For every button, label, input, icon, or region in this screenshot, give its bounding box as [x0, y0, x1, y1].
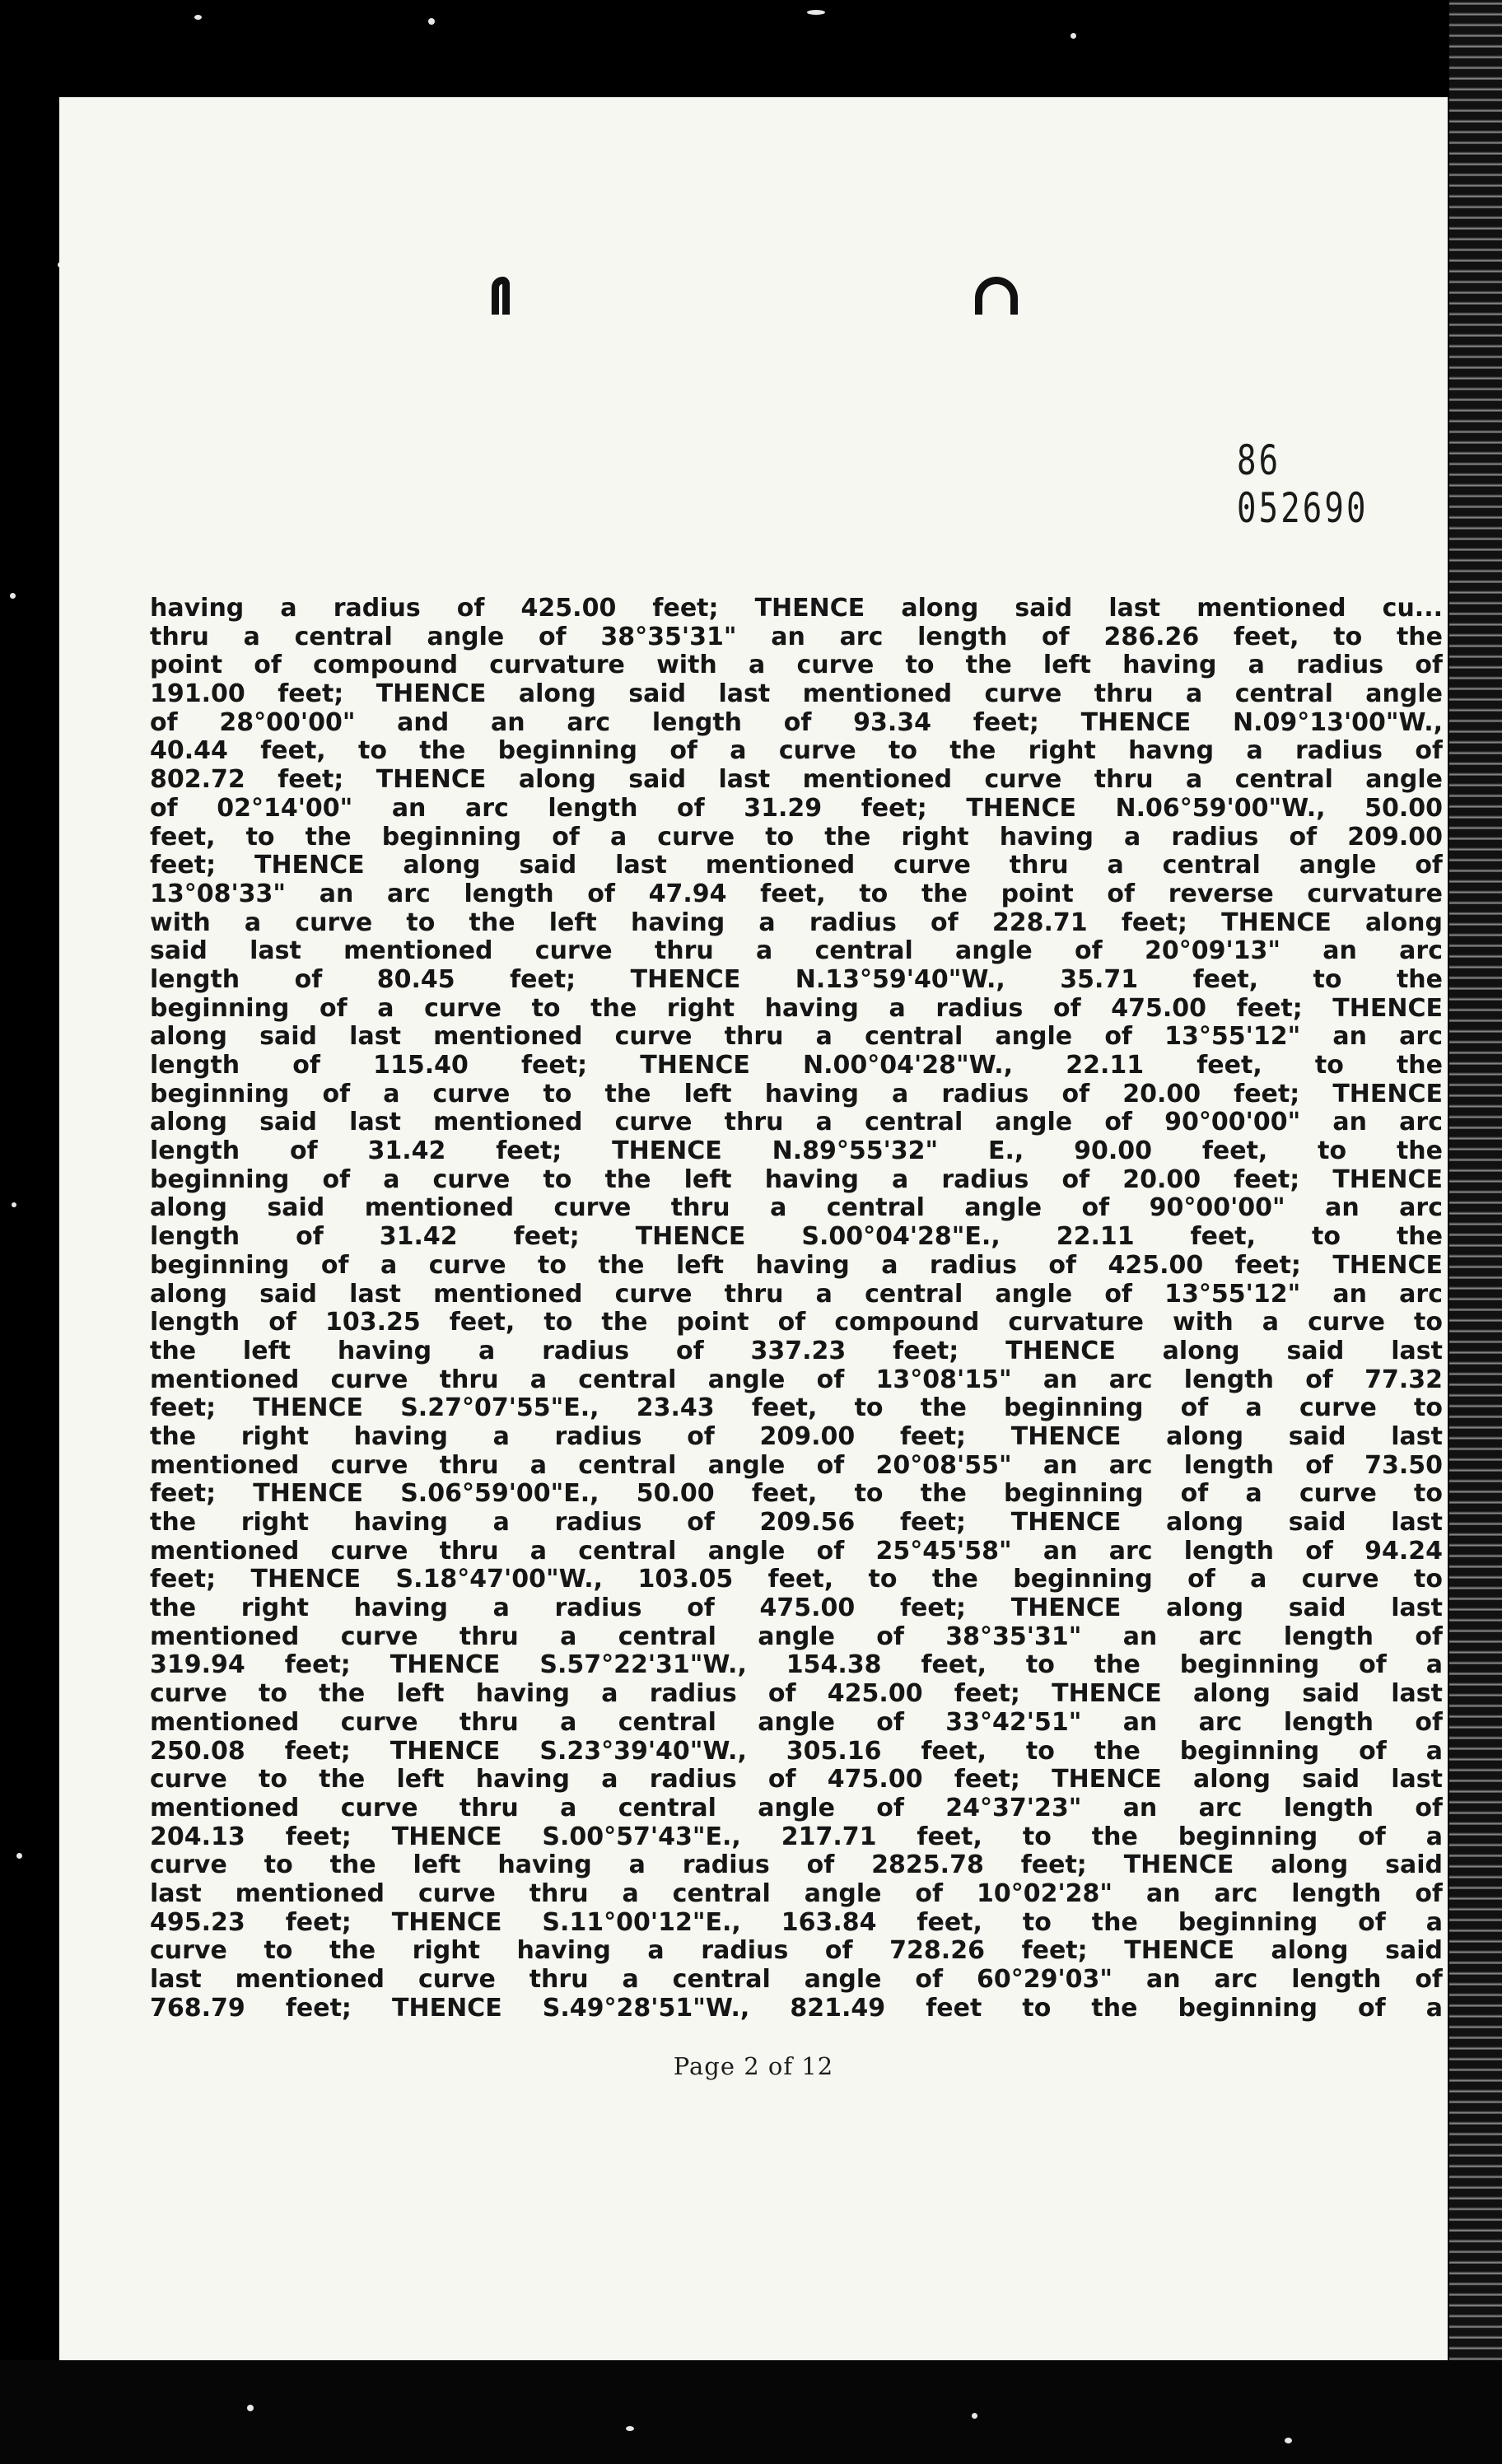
scan-speck — [16, 1853, 22, 1859]
text-line: last mentioned curve thru a central angle of 60°29'03" an arc length of — [150, 1966, 1443, 1994]
legal-description-body — [150, 595, 1443, 2023]
text-line: along said last mentioned curve thru a central angle of 90°00'00" an arc — [150, 1108, 1443, 1137]
text-line: length of 103.25 feet, to the point of compound curvature with a curve to — [150, 1309, 1443, 1337]
text-line: curve to the left having a radius of 425.00 feet; THENCE along said last — [150, 1680, 1443, 1709]
text-line: 768.79 feet; THENCE S.49°28'51"W., 821.49 feet to the beginning of a — [150, 1994, 1443, 2023]
text-line: 204.13 feet; THENCE S.00°57'43"E., 217.71 feet, to the beginning of a — [150, 1822, 1443, 1851]
text-line: beginning of a curve to the left having a radius of 425.00 feet; THENCE — [150, 1251, 1443, 1280]
text-line: the left having a radius of 337.23 feet; THENCE along said last — [150, 1337, 1443, 1365]
text-line: mentioned curve thru a central angle of 25°45'58" an arc length of 94.24 — [150, 1537, 1443, 1566]
scan-bottom-band — [0, 2360, 1502, 2464]
punch-mark-right — [975, 277, 1018, 315]
text-line: curve to the right having a radius of 728.26 feet; THENCE along said — [150, 1937, 1443, 1966]
text-line: mentioned curve thru a central angle of 33°42'51" an arc length of — [150, 1708, 1443, 1737]
text-line: 319.94 feet; THENCE S.57°22'31"W., 154.38 feet, to the beginning of a — [150, 1651, 1443, 1680]
scan-speck — [10, 593, 16, 599]
text-line: 802.72 feet; THENCE along said last mentioned curve thru a central angle — [150, 766, 1443, 795]
text-line: the right having a radius of 209.00 feet; THENCE along said last — [150, 1422, 1443, 1451]
text-line: along said mentioned curve thru a central angle of 90°00'00" an arc — [150, 1194, 1443, 1223]
text-line: feet; THENCE S.18°47'00"W., 103.05 feet, to the beginning of a curve to — [150, 1566, 1443, 1594]
text-line: mentioned curve thru a central angle of 13°08'15" an arc length of 77.32 — [150, 1365, 1443, 1394]
scan-speck — [247, 2405, 254, 2411]
scan-speck — [194, 15, 202, 20]
text-line: mentioned curve thru a central angle of 20°08'55" an arc length of 73.50 — [150, 1451, 1443, 1480]
text-line: point of compound curvature with a curve to the left having a radius of — [150, 651, 1443, 680]
text-line: along said last mentioned curve thru a central angle of 13°55'12" an arc — [150, 1280, 1443, 1309]
text-line: feet; THENCE S.27°07'55"E., 23.43 feet, to the beginning of a curve to — [150, 1394, 1443, 1423]
text-line: said last mentioned curve thru a central angle of 20°09'13" an arc — [150, 937, 1443, 966]
text-line: of 28°00'00" and an arc length of 93.34 feet; THENCE N.09°13'00"W., — [150, 708, 1443, 737]
text-line: the right having a radius of 209.56 feet; THENCE along said last — [150, 1509, 1443, 1537]
text-line: having a radius of 425.00 feet; THENCE along said last mentioned cu... — [150, 595, 1443, 623]
document-number: 86 052690 — [1237, 436, 1369, 532]
text-line: 250.08 feet; THENCE S.23°39'40"W., 305.16 feet, to the beginning of a — [150, 1737, 1443, 1766]
text-line: mentioned curve thru a central angle of 24°37'23" an arc length of — [150, 1794, 1443, 1822]
scan-speck — [428, 18, 435, 25]
text-line: feet; THENCE S.06°59'00"E., 50.00 feet, to the beginning of a curve to — [150, 1480, 1443, 1509]
text-line: length of 80.45 feet; THENCE N.13°59'40"W., 35.71 feet, to the — [150, 965, 1443, 994]
punch-mark-left — [492, 277, 510, 315]
text-line: length of 31.42 feet; THENCE S.00°04'28"E., 22.11 feet, to the — [150, 1223, 1443, 1252]
text-line: along said last mentioned curve thru a central angle of 13°55'12" an arc — [150, 1023, 1443, 1052]
text-line: of 02°14'00" an arc length of 31.29 feet; THENCE N.06°59'00"W., 50.00 — [150, 794, 1443, 823]
text-line: 191.00 feet; THENCE along said last mentioned curve thru a central angle — [150, 680, 1443, 709]
text-line: the right having a radius of 475.00 feet; THENCE along said last — [150, 1594, 1443, 1623]
text-line: beginning of a curve to the left having a radius of 20.00 feet; THENCE — [150, 1080, 1443, 1108]
text-line: feet; THENCE along said last mentioned curve thru a central angle of — [150, 852, 1443, 880]
text-line: 13°08'33" an arc length of 47.94 feet, to the point of reverse curvature — [150, 880, 1443, 908]
text-line: curve to the left having a radius of 2825.78 feet; THENCE along said — [150, 1851, 1443, 1880]
text-line: 40.44 feet, to the beginning of a curve to the right havng a radius of — [150, 737, 1443, 766]
scan-speck — [972, 2413, 977, 2419]
text-line: with a curve to the left having a radius of 228.71 feet; THENCE along — [150, 908, 1443, 937]
scan-speck — [12, 1202, 16, 1207]
text-line: length of 31.42 feet; THENCE N.89°55'32" E., 90.00 feet, to the — [150, 1137, 1443, 1166]
text-line: beginning of a curve to the left having a radius of 20.00 feet; THENCE — [150, 1165, 1443, 1194]
scan-speck — [1071, 33, 1076, 39]
text-line: thru a central angle of 38°35'31" an arc length of 286.26 feet, to the — [150, 623, 1443, 651]
text-line: mentioned curve thru a central angle of 38°35'31" an arc length of — [150, 1622, 1443, 1651]
text-line: feet, to the beginning of a curve to the right having a radius of 209.00 — [150, 823, 1443, 852]
text-line: 495.23 feet; THENCE S.11°00'12"E., 163.84 feet, to the beginning of a — [150, 1908, 1443, 1937]
scan-edge-strip — [1449, 0, 1502, 2464]
text-line: length of 115.40 feet; THENCE N.00°04'28"W., 22.11 feet, to the — [150, 1052, 1443, 1080]
text-line: last mentioned curve thru a central angle of 10°02'28" an arc length of — [150, 1879, 1443, 1908]
text-line: curve to the left having a radius of 475.00 feet; THENCE along said last — [150, 1766, 1443, 1794]
scan-speck — [626, 2426, 634, 2431]
document-sheet — [59, 97, 1448, 2360]
page-number: Page 2 of 12 — [673, 2052, 834, 2080]
scan-speck — [807, 10, 825, 15]
text-line: beginning of a curve to the right having a radius of 475.00 feet; THENCE — [150, 994, 1443, 1023]
scan-speck — [1285, 2438, 1292, 2443]
